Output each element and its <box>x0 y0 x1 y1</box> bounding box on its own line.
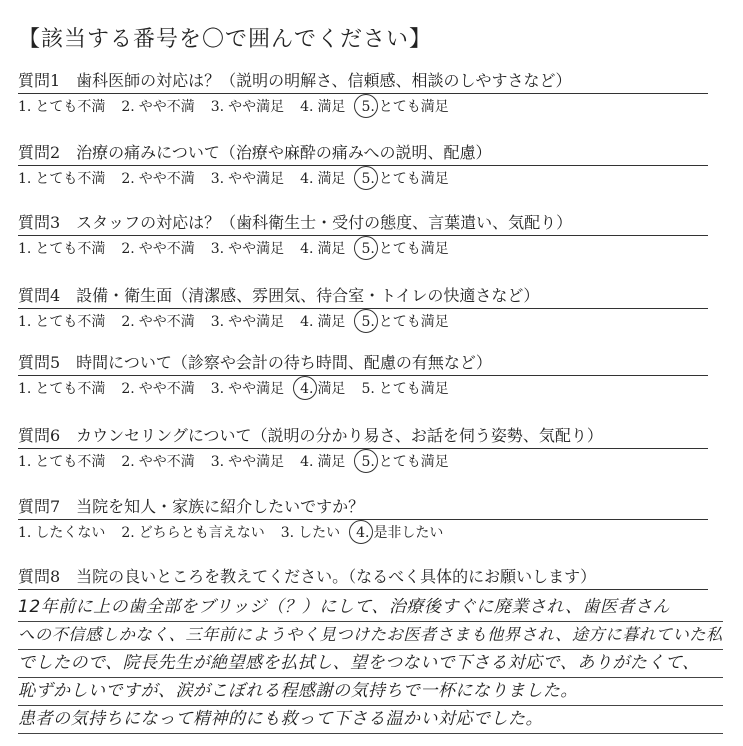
comment-line: 恥ずかしいですが、涙がこぼれる程感謝の気持ちで一杯になりました。 <box>18 678 723 706</box>
option-label: 満足 <box>317 171 346 187</box>
option-number: 1. <box>18 381 32 397</box>
option-number: 2. <box>121 525 135 541</box>
option-label: やや不満 <box>138 454 195 470</box>
option-label: したくない <box>35 525 106 541</box>
question-title: 質問4 設備・衛生面（清潔感、雰囲気、待合室・トイレの快適さなど） <box>18 286 540 305</box>
answer-option-selected[interactable] <box>361 312 448 332</box>
option-label: やや不満 <box>138 99 195 115</box>
option-number: 2. <box>121 99 135 115</box>
comment-line: への不信感しかなく、三年前にようやく見つけたお医者さまも他界され、途方に暮れていた私 <box>18 622 723 650</box>
option-number: 3. <box>210 314 225 330</box>
option-number: 5. <box>361 171 375 187</box>
answer-option[interactable] <box>121 97 194 117</box>
option-number: 2. <box>121 241 135 257</box>
handwritten-comment <box>18 594 723 734</box>
option-label: したい <box>298 525 341 541</box>
option-label: 満足 <box>317 99 346 115</box>
option-number: 4. <box>300 454 314 470</box>
option-number: 3. <box>280 525 295 541</box>
question-6 <box>18 425 708 472</box>
option-label: やや満足 <box>228 454 285 470</box>
option-number: 2. <box>121 314 135 330</box>
question-2 <box>18 142 708 189</box>
answer-options <box>18 97 708 117</box>
option-label: やや満足 <box>228 381 285 397</box>
answer-option[interactable] <box>211 452 284 472</box>
answer-options <box>18 379 708 399</box>
question-1 <box>18 70 708 117</box>
answer-option[interactable] <box>211 379 284 399</box>
option-number: 4. <box>300 171 314 187</box>
option-number: 1. <box>18 171 32 187</box>
option-number: 3. <box>210 99 225 115</box>
option-number: 1. <box>18 314 32 330</box>
question-title: 質問3 スタッフの対応は？（歯科衛生士・受付の態度、言葉遣い、気配り） <box>18 213 573 232</box>
option-label: とても不満 <box>35 314 106 330</box>
option-label: やや不満 <box>138 171 195 187</box>
option-label: やや不満 <box>138 241 195 257</box>
option-label: 満足 <box>317 381 346 397</box>
option-label: どちらとも言えない <box>138 525 265 541</box>
option-label: とても満足 <box>378 99 449 115</box>
answer-option[interactable] <box>18 452 105 472</box>
option-number: 1. <box>18 525 32 541</box>
option-number: 1. <box>18 454 32 470</box>
option-label: やや不満 <box>138 381 195 397</box>
answer-option[interactable] <box>281 523 340 543</box>
answer-option[interactable] <box>121 169 194 189</box>
answer-option[interactable] <box>18 523 105 543</box>
option-number: 2. <box>121 381 135 397</box>
option-number: 4. <box>300 99 314 115</box>
question-title: 質問1 歯科医師の対応は？（説明の明解さ、信頼感、相談のしやすさなど） <box>18 71 572 90</box>
answer-option[interactable] <box>18 239 105 259</box>
answer-option-selected[interactable] <box>361 169 448 189</box>
option-label: とても満足 <box>378 381 449 397</box>
option-number: 4. <box>356 525 370 541</box>
option-number: 1. <box>18 99 32 115</box>
answer-options <box>18 239 708 259</box>
option-label: やや不満 <box>138 314 195 330</box>
option-label: 満足 <box>317 314 346 330</box>
answer-option[interactable] <box>121 452 194 472</box>
option-number: 5. <box>361 99 375 115</box>
answer-option-selected[interactable] <box>361 452 448 472</box>
question-8 <box>18 566 708 590</box>
comment-line: 12年前に上の歯全部をブリッジ（？）にして、治療後すぐに廃業され、歯医者さん <box>18 594 723 622</box>
option-label: とても満足 <box>378 454 449 470</box>
answer-option[interactable] <box>211 239 284 259</box>
option-label: 満足 <box>317 241 346 257</box>
option-label: やや満足 <box>228 99 285 115</box>
answer-options <box>18 169 708 189</box>
option-label: とても満足 <box>378 241 449 257</box>
option-number: 3. <box>210 381 225 397</box>
answer-option[interactable] <box>18 379 105 399</box>
answer-options <box>18 523 708 543</box>
answer-option[interactable] <box>300 239 345 259</box>
answer-option[interactable] <box>211 169 284 189</box>
option-number: 3. <box>210 241 225 257</box>
question-underline <box>18 375 708 376</box>
question-title: 質問2 治療の痛みについて（治療や麻酔の痛みへの説明、配慮） <box>18 143 492 162</box>
option-label: 是非したい <box>373 525 444 541</box>
answer-option[interactable] <box>300 169 345 189</box>
comment-line: でしたので、院長先生が絶望感を払拭し、望をつないで下さる対応で、ありがたくて、 <box>18 650 723 678</box>
page-title: 【該当する番号を〇で囲んでください】 <box>18 27 433 52</box>
option-number: 3. <box>210 171 225 187</box>
comment-line: 患者の気持ちになって精神的にも救って下さる温かい対応でした。 <box>18 706 723 734</box>
option-number: 5. <box>361 381 375 397</box>
answer-option[interactable] <box>18 169 105 189</box>
option-number: 3. <box>210 454 225 470</box>
question-title: 質問6 カウンセリングについて（説明の分かり易さ、お話を伺う姿勢、気配り） <box>18 426 603 445</box>
question-title: 質問8 当院の良いところを教えてください。（なるべく具体的にお願いします） <box>18 567 597 586</box>
answer-option[interactable] <box>300 452 345 472</box>
option-label: とても不満 <box>35 454 106 470</box>
answer-option[interactable] <box>211 312 284 332</box>
answer-option[interactable] <box>300 312 345 332</box>
answer-option[interactable] <box>121 239 194 259</box>
answer-option[interactable] <box>361 379 448 399</box>
option-label: やや満足 <box>228 171 285 187</box>
answer-option[interactable] <box>18 97 105 117</box>
option-label: とても不満 <box>35 381 106 397</box>
answer-option-selected[interactable] <box>361 97 448 117</box>
question-title: 質問7 当院を知人・家族に紹介したいですか？ <box>18 497 365 516</box>
option-label: 満足 <box>317 454 346 470</box>
answer-option-selected[interactable] <box>361 239 448 259</box>
option-number: 4. <box>300 381 314 397</box>
question-underline <box>18 589 708 590</box>
answer-options <box>18 452 708 472</box>
answer-option[interactable] <box>18 312 105 332</box>
answer-option-selected[interactable] <box>356 523 443 543</box>
option-label: とても満足 <box>378 171 449 187</box>
option-label: とても不満 <box>35 241 106 257</box>
answer-options <box>18 312 708 332</box>
question-7 <box>18 496 708 543</box>
option-label: とても満足 <box>378 314 449 330</box>
option-number: 4. <box>300 314 314 330</box>
option-label: やや満足 <box>228 241 285 257</box>
selection-circle-icon <box>349 520 373 544</box>
option-label: とても不満 <box>35 99 106 115</box>
option-number: 2. <box>121 454 135 470</box>
selection-circle-icon <box>293 376 317 400</box>
option-number: 5. <box>361 314 375 330</box>
answer-option[interactable] <box>121 312 194 332</box>
answer-option[interactable] <box>300 97 345 117</box>
question-title: 質問5 時間について（診察や会計の待ち時間、配慮の有無など） <box>18 353 492 372</box>
answer-option[interactable] <box>211 97 284 117</box>
option-number: 5. <box>361 454 375 470</box>
answer-option-selected[interactable] <box>300 379 345 399</box>
option-number: 4. <box>300 241 314 257</box>
question-3 <box>18 212 708 259</box>
option-number: 2. <box>121 171 135 187</box>
option-number: 5. <box>361 241 375 257</box>
option-label: とても不満 <box>35 171 106 187</box>
question-4 <box>18 285 708 332</box>
option-number: 1. <box>18 241 32 257</box>
answer-option[interactable] <box>121 523 264 543</box>
question-5 <box>18 352 708 399</box>
answer-option[interactable] <box>121 379 194 399</box>
option-label: やや満足 <box>228 314 285 330</box>
